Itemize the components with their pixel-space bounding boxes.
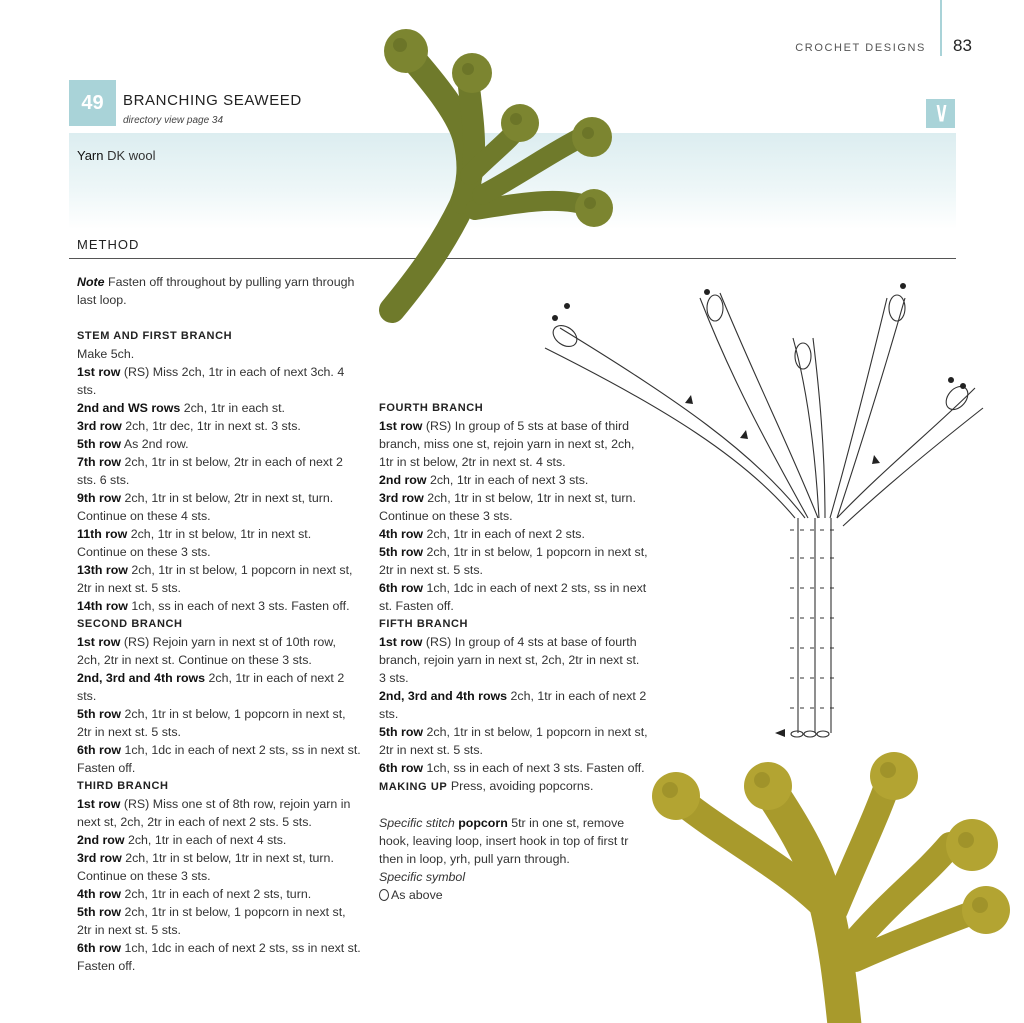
row-text: 2ch, 1tr in st below, 1 popcorn in next st, 2tr in next st. 5 sts. bbox=[77, 563, 353, 595]
specific-stitch-text: 5tr in one st, remove hook, leaving loop, insert hook in top of first tr then in loop, yrh, pull yarn through. bbox=[379, 816, 629, 866]
row-text: 2ch, 1tr in st below, 1 popcorn in next st, 2tr in next st. 5 sts. bbox=[379, 545, 648, 577]
note-label: Note bbox=[77, 275, 105, 289]
specific-stitch bbox=[379, 814, 649, 868]
instructions-column-1 bbox=[77, 273, 362, 975]
row-label: 13th row bbox=[77, 563, 128, 577]
row-label: 2nd row bbox=[379, 473, 427, 487]
third-row bbox=[77, 849, 362, 885]
row-text: (RS) Rejoin yarn in next st of 10th row, 2ch, 2tr in next st. Continue on these 3 sts. bbox=[77, 635, 336, 667]
row-text: 1ch, ss in each of next 3 sts. Fasten off. bbox=[426, 761, 645, 775]
symbol-chart-icon bbox=[926, 99, 955, 128]
note-text: Fasten off throughout by pulling yarn through last loop. bbox=[77, 275, 355, 307]
yarn-line bbox=[77, 148, 156, 163]
row-text: As 2nd row. bbox=[123, 437, 189, 451]
third-row bbox=[77, 903, 362, 939]
row-label: 2nd and WS rows bbox=[77, 401, 181, 415]
third-row bbox=[77, 885, 362, 903]
row-text: 2ch, 1tr dec, 1tr in next st. 3 sts. bbox=[125, 419, 301, 433]
fifth-row bbox=[379, 633, 649, 687]
row-text: 2ch, 1tr in each of next 2 sts. bbox=[426, 527, 585, 541]
row-label: 1st row bbox=[77, 635, 121, 649]
row-text: (RS) Miss one st of 8th row, rejoin yarn in next st, 2ch, 2tr in each of next 2 sts. 5 sts. bbox=[77, 797, 351, 829]
row-text: (RS) In group of 4 sts at base of fourth branch, rejoin yarn in next st, 2ch, 2tr in next st. 3 sts. bbox=[379, 635, 640, 685]
row-label: 6th row bbox=[77, 941, 122, 955]
third-branch-heading: THIRD BRANCH bbox=[77, 780, 169, 792]
row-text: 2ch, 1tr in each of next 2 sts. bbox=[77, 671, 345, 703]
stem-row bbox=[77, 417, 362, 435]
row-text: (RS) In group of 5 sts at base of third branch, miss one st, rejoin yarn in next st, 2ch, 1tr in st below, 2tr in next st. 4 sts. bbox=[379, 419, 635, 469]
row-label: 6th row bbox=[379, 581, 424, 595]
pattern-title: BRANCHING SEAWEED bbox=[123, 92, 302, 109]
row-label: 6th row bbox=[379, 761, 424, 775]
fifth-row bbox=[379, 687, 649, 723]
row-text: 2ch, 1tr in st below, 1tr in next st, turn. Continue on these 3 sts. bbox=[77, 851, 334, 883]
row-text: 1ch, 1dc in each of next 2 sts, ss in next st. Fasten off. bbox=[77, 743, 361, 775]
row-label: 5th row bbox=[77, 707, 122, 721]
stem-row bbox=[77, 525, 362, 561]
row-text: 2ch, 1tr in st below, 2tr in each of next 2 sts. 6 sts. bbox=[77, 455, 343, 487]
row-label: 2nd, 3rd and 4th rows bbox=[77, 671, 206, 685]
row-text: 2ch, 1tr in st below, 1tr in next st, turn. Continue on these 3 sts. bbox=[379, 491, 636, 523]
row-label: 9th row bbox=[77, 491, 122, 505]
row-label: 3rd row bbox=[77, 419, 122, 433]
row-label: 1st row bbox=[379, 419, 423, 433]
row-text: 1ch, ss in each of next 3 sts. Fasten off. bbox=[131, 599, 350, 613]
row-label: 4th row bbox=[77, 887, 122, 901]
stem-row bbox=[77, 435, 362, 453]
second-row bbox=[77, 705, 362, 741]
third-row bbox=[77, 939, 362, 975]
make-line: Make 5ch. bbox=[77, 347, 135, 361]
method-heading: METHOD bbox=[77, 237, 140, 252]
fourth-branch-heading: FOURTH BRANCH bbox=[379, 402, 484, 414]
row-label: 1st row bbox=[77, 797, 121, 811]
second-branch-heading: SECOND BRANCH bbox=[77, 618, 183, 630]
fifth-row bbox=[379, 723, 649, 759]
stem-row bbox=[77, 561, 362, 597]
row-text: (RS) Miss 2ch, 1tr in each of next 3ch. 4 sts. bbox=[77, 365, 345, 397]
row-text: 2ch, 1tr in st below, 2tr in next st, turn. Continue on these 4 sts. bbox=[77, 491, 334, 523]
page-number: 83 bbox=[953, 36, 972, 55]
specific-symbol-label: Specific symbol bbox=[379, 870, 466, 884]
note bbox=[77, 273, 362, 309]
stem-row bbox=[77, 489, 362, 525]
fourth-row bbox=[379, 579, 649, 615]
row-label: 5th row bbox=[379, 545, 424, 559]
pattern-number: 49 bbox=[81, 91, 104, 114]
pattern-number-badge bbox=[69, 80, 116, 126]
second-row bbox=[77, 669, 362, 705]
third-row bbox=[77, 795, 362, 831]
row-label: 14th row bbox=[77, 599, 128, 613]
row-label: 6th row bbox=[77, 743, 122, 757]
row-text: 2ch, 1tr in each st. bbox=[183, 401, 285, 415]
specific-symbol-text: As above bbox=[391, 888, 443, 902]
row-label: 2nd row bbox=[77, 833, 125, 847]
fourth-row bbox=[379, 489, 649, 525]
instructions-column-2 bbox=[379, 399, 649, 904]
yarn-value: DK wool bbox=[107, 148, 156, 163]
second-row bbox=[77, 741, 362, 777]
specific-stitch-label: Specific stitch bbox=[379, 816, 455, 830]
row-text: 2ch, 1tr in st below, 1 popcorn in next st, 2tr in next st. 5 sts. bbox=[379, 725, 648, 757]
popcorn-symbol-icon bbox=[379, 889, 389, 901]
row-label: 4th row bbox=[379, 527, 424, 541]
directory-reference: directory view page 34 bbox=[123, 115, 224, 126]
row-label: 5th row bbox=[77, 437, 122, 451]
row-text: 2ch, 1tr in st below, 1 popcorn in next st, 2tr in next st. 5 sts. bbox=[77, 905, 346, 937]
fifth-branch-heading: FIFTH BRANCH bbox=[379, 618, 469, 630]
stem-row bbox=[77, 597, 362, 615]
stem-heading: STEM AND FIRST BRANCH bbox=[77, 330, 233, 342]
fourth-row bbox=[379, 543, 649, 579]
fourth-row bbox=[379, 417, 649, 471]
row-text: 2ch, 1tr in st below, 1tr in next st. Continue on these 3 sts. bbox=[77, 527, 312, 559]
row-label: 1st row bbox=[379, 635, 423, 649]
row-label: 11th row bbox=[77, 527, 128, 541]
specific-stitch-name: popcorn bbox=[458, 816, 508, 830]
making-up-label: MAKING UP bbox=[379, 781, 448, 793]
fourth-row bbox=[379, 471, 649, 489]
row-text: 1ch, 1dc in each of next 2 sts, ss in next st. Fasten off. bbox=[379, 581, 647, 613]
row-label: 7th row bbox=[77, 455, 122, 469]
stem-row bbox=[77, 363, 362, 399]
third-row bbox=[77, 831, 362, 849]
header-rule bbox=[940, 0, 942, 56]
symbol-glyph: \/ bbox=[936, 100, 945, 126]
row-text: 2ch, 1tr in each of next 2 sts, turn. bbox=[124, 887, 312, 901]
making-up bbox=[379, 777, 649, 796]
row-label: 5th row bbox=[77, 905, 122, 919]
seaweed-photo-bottom bbox=[650, 750, 1010, 1023]
row-text: 2ch, 1tr in each of next 4 sts. bbox=[127, 833, 287, 847]
row-text: 2ch, 1tr in st below, 1 popcorn in next st, 2tr in next st. 5 sts. bbox=[77, 707, 346, 739]
specific-symbol bbox=[379, 886, 649, 904]
second-row bbox=[77, 633, 362, 669]
row-label: 3rd row bbox=[379, 491, 424, 505]
row-text: 1ch, 1dc in each of next 2 sts, ss in next st. Fasten off. bbox=[77, 941, 361, 973]
stem-row bbox=[77, 453, 362, 489]
yarn-label: Yarn bbox=[77, 148, 104, 163]
stem-row bbox=[77, 399, 362, 417]
fifth-row bbox=[379, 759, 649, 777]
making-up-text: Press, avoiding popcorns. bbox=[450, 779, 594, 793]
row-text: 2ch, 1tr in each of next 3 sts. bbox=[429, 473, 589, 487]
row-label: 5th row bbox=[379, 725, 424, 739]
row-label: 3rd row bbox=[77, 851, 122, 865]
running-head: CROCHET DESIGNS bbox=[795, 42, 926, 54]
row-text: 2ch, 1tr in each of next 2 sts. bbox=[379, 689, 647, 721]
row-label: 1st row bbox=[77, 365, 121, 379]
row-label: 2nd, 3rd and 4th rows bbox=[379, 689, 508, 703]
fourth-row bbox=[379, 525, 649, 543]
